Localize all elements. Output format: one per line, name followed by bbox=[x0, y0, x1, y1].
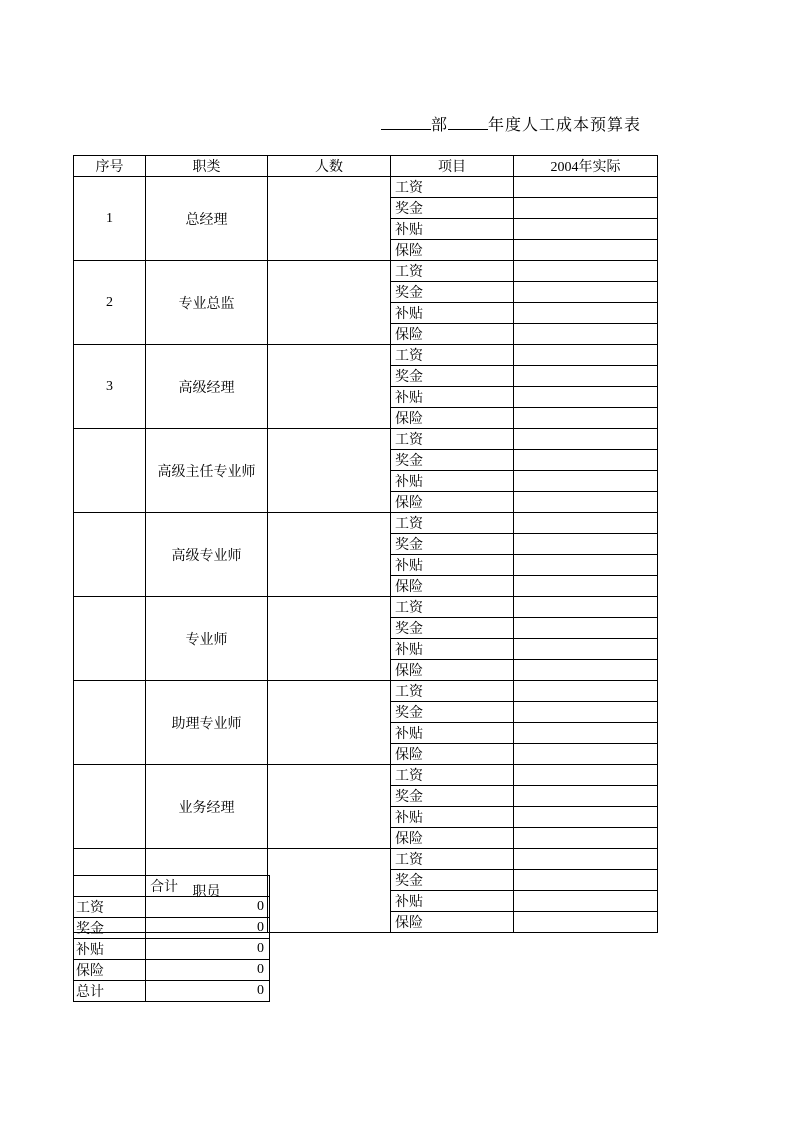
item-row bbox=[74, 261, 658, 282]
item-label-cell: 工资 bbox=[391, 345, 514, 366]
headcount-cell bbox=[268, 429, 391, 513]
item-label-cell: 工资 bbox=[391, 177, 514, 198]
value-cell bbox=[514, 429, 658, 450]
item-label-cell: 保险 bbox=[391, 240, 514, 261]
value-cell bbox=[514, 786, 658, 807]
item-label-cell: 工资 bbox=[391, 765, 514, 786]
item-label-cell: 奖金 bbox=[391, 618, 514, 639]
item-label-cell: 补贴 bbox=[391, 639, 514, 660]
item-label-cell: 奖金 bbox=[391, 450, 514, 471]
item-label-cell: 奖金 bbox=[391, 366, 514, 387]
summary-label-cell: 保险 bbox=[74, 960, 146, 981]
summary-header-row bbox=[74, 876, 270, 897]
value-cell bbox=[514, 240, 658, 261]
value-cell bbox=[514, 828, 658, 849]
headcount-cell bbox=[268, 261, 391, 345]
value-cell bbox=[514, 849, 658, 870]
item-label-cell: 补贴 bbox=[391, 387, 514, 408]
value-cell bbox=[514, 534, 658, 555]
item-label-cell: 工资 bbox=[391, 849, 514, 870]
seq-cell bbox=[74, 681, 146, 765]
value-cell bbox=[514, 807, 658, 828]
category-cell: 职员 bbox=[146, 849, 268, 933]
col-header-seq: 序号 bbox=[74, 156, 146, 177]
headcount-cell bbox=[268, 597, 391, 681]
item-label-cell: 保险 bbox=[391, 576, 514, 597]
value-cell bbox=[514, 177, 658, 198]
value-cell bbox=[514, 660, 658, 681]
category-cell: 高级经理 bbox=[146, 345, 268, 429]
item-label-cell: 补贴 bbox=[391, 807, 514, 828]
value-cell bbox=[514, 513, 658, 534]
value-cell bbox=[514, 744, 658, 765]
seq-cell: 3 bbox=[74, 345, 146, 429]
value-cell bbox=[514, 387, 658, 408]
value-cell bbox=[514, 219, 658, 240]
value-cell bbox=[514, 702, 658, 723]
value-cell bbox=[514, 408, 658, 429]
year-blank-line bbox=[448, 115, 488, 130]
summary-value-cell: 0 bbox=[146, 897, 270, 918]
category-cell: 助理专业师 bbox=[146, 681, 268, 765]
item-label-cell: 保险 bbox=[391, 828, 514, 849]
item-row bbox=[74, 513, 658, 534]
value-cell bbox=[514, 597, 658, 618]
value-cell bbox=[514, 576, 658, 597]
item-row bbox=[74, 849, 658, 870]
item-label-cell: 奖金 bbox=[391, 198, 514, 219]
category-group-2 bbox=[74, 261, 658, 345]
seq-cell: 2 bbox=[74, 261, 146, 345]
seq-cell bbox=[74, 765, 146, 849]
category-group-3 bbox=[74, 345, 658, 429]
category-group-4 bbox=[74, 429, 658, 513]
value-cell bbox=[514, 198, 658, 219]
value-cell bbox=[514, 891, 658, 912]
headcount-cell bbox=[268, 849, 391, 933]
seq-cell bbox=[74, 597, 146, 681]
summary-label-cell: 总计 bbox=[74, 981, 146, 1002]
department-suffix-label: 部 bbox=[431, 117, 449, 134]
item-label-cell: 补贴 bbox=[391, 303, 514, 324]
summary-value-cell: 0 bbox=[146, 939, 270, 960]
category-cell: 总经理 bbox=[146, 177, 268, 261]
category-cell: 高级专业师 bbox=[146, 513, 268, 597]
value-cell bbox=[514, 639, 658, 660]
category-cell: 专业总监 bbox=[146, 261, 268, 345]
value-cell bbox=[514, 282, 658, 303]
category-group-5 bbox=[74, 513, 658, 597]
document-title bbox=[381, 112, 641, 135]
item-label-cell: 工资 bbox=[391, 261, 514, 282]
headcount-cell bbox=[268, 765, 391, 849]
seq-cell bbox=[74, 429, 146, 513]
item-label-cell: 保险 bbox=[391, 912, 514, 933]
item-label-cell: 保险 bbox=[391, 744, 514, 765]
item-row bbox=[74, 597, 658, 618]
summary-label-cell: 奖金 bbox=[74, 918, 146, 939]
summary-value-cell: 0 bbox=[146, 960, 270, 981]
value-cell bbox=[514, 450, 658, 471]
headcount-cell bbox=[268, 513, 391, 597]
value-cell bbox=[514, 912, 658, 933]
col-header-category: 职类 bbox=[146, 156, 268, 177]
category-cell: 业务经理 bbox=[146, 765, 268, 849]
seq-cell: 1 bbox=[74, 177, 146, 261]
summary-total-header-cell: 合计 bbox=[146, 876, 270, 897]
value-cell bbox=[514, 471, 658, 492]
category-group-7 bbox=[74, 681, 658, 765]
budget-table bbox=[73, 155, 658, 933]
value-cell bbox=[514, 345, 658, 366]
seq-cell bbox=[74, 513, 146, 597]
value-cell bbox=[514, 681, 658, 702]
item-row bbox=[74, 765, 658, 786]
summary-corner-cell bbox=[74, 876, 146, 897]
headcount-cell bbox=[268, 345, 391, 429]
col-header-item: 项目 bbox=[391, 156, 514, 177]
item-label-cell: 奖金 bbox=[391, 534, 514, 555]
value-cell bbox=[514, 723, 658, 744]
category-group-8 bbox=[74, 765, 658, 849]
value-cell bbox=[514, 261, 658, 282]
item-row bbox=[74, 177, 658, 198]
summary-row bbox=[74, 897, 270, 918]
item-label-cell: 补贴 bbox=[391, 723, 514, 744]
summary-label-cell: 补贴 bbox=[74, 939, 146, 960]
category-cell: 高级主任专业师 bbox=[146, 429, 268, 513]
value-cell bbox=[514, 555, 658, 576]
headcount-cell bbox=[268, 681, 391, 765]
value-cell bbox=[514, 765, 658, 786]
headcount-cell bbox=[268, 177, 391, 261]
item-label-cell: 工资 bbox=[391, 597, 514, 618]
title-text: 年度人工成本预算表 bbox=[488, 117, 642, 134]
col-header-actual: 2004年实际 bbox=[514, 156, 658, 177]
item-label-cell: 补贴 bbox=[391, 891, 514, 912]
item-label-cell: 奖金 bbox=[391, 702, 514, 723]
summary-value-cell: 0 bbox=[146, 918, 270, 939]
col-header-headcount: 人数 bbox=[268, 156, 391, 177]
summary-row bbox=[74, 981, 270, 1002]
item-label-cell: 奖金 bbox=[391, 870, 514, 891]
department-blank-line bbox=[381, 115, 431, 130]
value-cell bbox=[514, 618, 658, 639]
item-row bbox=[74, 429, 658, 450]
summary-value-cell: 0 bbox=[146, 981, 270, 1002]
item-label-cell: 工资 bbox=[391, 681, 514, 702]
value-cell bbox=[514, 492, 658, 513]
item-label-cell: 保险 bbox=[391, 492, 514, 513]
item-label-cell: 保险 bbox=[391, 408, 514, 429]
value-cell bbox=[514, 366, 658, 387]
value-cell bbox=[514, 324, 658, 345]
item-label-cell: 补贴 bbox=[391, 471, 514, 492]
value-cell bbox=[514, 870, 658, 891]
header-row bbox=[74, 156, 658, 177]
summary-table bbox=[73, 875, 270, 1002]
summary-label-cell: 工资 bbox=[74, 897, 146, 918]
category-cell: 专业师 bbox=[146, 597, 268, 681]
item-label-cell: 保险 bbox=[391, 660, 514, 681]
item-label-cell: 奖金 bbox=[391, 282, 514, 303]
category-group-6 bbox=[74, 597, 658, 681]
item-label-cell: 保险 bbox=[391, 324, 514, 345]
item-label-cell: 补贴 bbox=[391, 219, 514, 240]
item-row bbox=[74, 345, 658, 366]
item-label-cell: 奖金 bbox=[391, 786, 514, 807]
item-label-cell: 补贴 bbox=[391, 555, 514, 576]
item-label-cell: 工资 bbox=[391, 513, 514, 534]
value-cell bbox=[514, 303, 658, 324]
item-label-cell: 工资 bbox=[391, 429, 514, 450]
summary-row bbox=[74, 918, 270, 939]
category-group-1 bbox=[74, 177, 658, 261]
summary-row bbox=[74, 939, 270, 960]
summary-row bbox=[74, 960, 270, 981]
item-row bbox=[74, 681, 658, 702]
